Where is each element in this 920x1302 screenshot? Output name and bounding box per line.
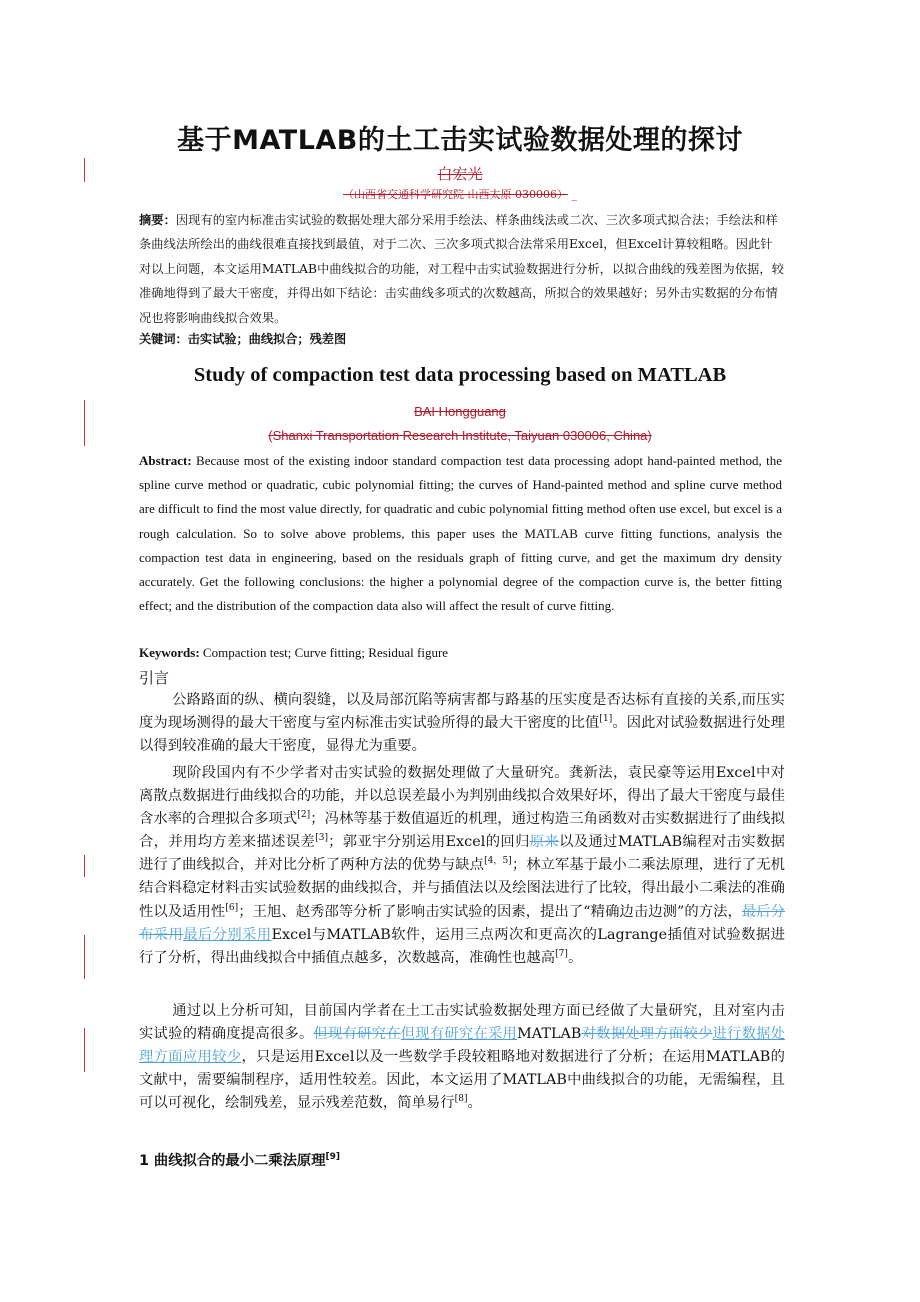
tracked-insertion: 进行数据处理方面应用较少 [139, 1026, 785, 1066]
section-heading-1 [139, 1150, 340, 1170]
change-bar [84, 855, 85, 877]
tracked-insertion: 最后分别采用 [183, 926, 272, 943]
change-bar [84, 1028, 85, 1072]
para2-text: 。 [567, 949, 583, 966]
affiliation-en: (Shanxi Transportation Research Institute, Taiyuan 030006, China) [268, 428, 652, 443]
keywords-en [139, 645, 448, 661]
abstract-en-label: Abstract: [139, 453, 192, 468]
para2-text: ；冯林等基于数值逼近的机理，通过构造三角函数对击实数据进行了曲线拟合，并用均方差来描述误差 [139, 811, 785, 851]
abstract-cn-label: 摘要： [139, 213, 176, 227]
change-bar [84, 935, 85, 979]
paragraph-1 [139, 689, 785, 758]
para3-text: 。 [467, 1095, 482, 1112]
citation: [3] [315, 833, 329, 844]
para2-text: 现阶段国内有不少学者对击实试验的数据处理做了大量研究。龚新法，袁民豪等运用Excel中对离散点数据进行曲线拟合的功能，并以总误差最小为判别曲线拟合效果好坏，得出了最大干密度与最佳含水率的合理拟合多项式 [139, 765, 785, 828]
citation: [8] [454, 1094, 468, 1105]
affiliation-cn-text: （山西省交通科学研究院 山西太原 030006） [343, 188, 568, 201]
section-heading-intro: 引言 [139, 669, 170, 687]
para3-text: MATLAB [517, 1026, 582, 1043]
section-1-title: 1 曲线拟合的最小二乘法原理 [139, 1153, 326, 1169]
citation: [2] [297, 810, 311, 821]
affiliation-cn: （山西省交通科学研究院 山西太原 030006） _ [343, 188, 577, 201]
paragraph-2 [139, 762, 785, 970]
para2-text: ；王旭、赵秀邵等分析了影响击实试验的因素，提出了“精确边击边测”的方法， [238, 903, 742, 920]
citation: [1] [599, 714, 613, 725]
tracked-insertion: 但现有研究在采用 [400, 1026, 518, 1043]
para1-text-a: 公路路面的纵、横向裂缝，以及局部沉陷等病害都与路基的压实度是否达标有直接的关系,而压实度为现场测得的最大干密度与室内标准击实试验所得的最大干密度的比值 [139, 692, 785, 732]
keywords-cn: 关键词：击实试验；曲线拟合；残差图 [139, 332, 347, 346]
para2-text: ；林立军基于最小二乘法原理，进行了无机结合料稳定材料击实试验数据的曲线拟合，并与插值法以及绘图法进行了比较，得出最小二乘法的准确性以及适用性 [139, 857, 785, 920]
page-title-cn: 基于MATLAB的土工击实试验数据处理的探讨 [177, 125, 743, 156]
abstract-cn [139, 208, 784, 330]
author-en: BAI Hongguang [414, 404, 506, 419]
keywords-en-label: Keywords: [139, 645, 200, 660]
tracked-deletion: 对数据处理方面较少 [581, 1026, 713, 1043]
para3-text: 通过以上分析可知，目前国内学者在土工击实试验数据处理方面已经做了大量研究，且对室内击实试验的精确度提高很多。 [139, 1003, 785, 1043]
tracked-deletion: 原来 [529, 834, 560, 851]
citation: [9] [325, 1152, 340, 1163]
para2-text: Excel与MATLAB软件，运用三点两次和更高次的Lagrange插值对试验数据进行了分析，得出曲线拟合中插值点越多，次数越高，准确性也越高 [139, 926, 785, 966]
para1-text-b: 。因此对试验数据进行处理以得到较准确的最大干密度，显得尤为重要。 [139, 715, 785, 755]
citation: [4，5] [484, 856, 512, 867]
tracked-deletion: 但现有研究在 [313, 1026, 401, 1043]
tracked-deletion: 最后分布采用 [139, 903, 785, 943]
abstract-en [139, 449, 782, 618]
author-cn: 白宏光 [437, 165, 483, 183]
paragraph-3 [139, 1000, 785, 1115]
para2-text: ；郭亚宇分别运用Excel的回归 [328, 834, 530, 851]
page-title-en: Study of compaction test data processing based on MATLAB [193, 364, 727, 386]
abstract-cn-text: 因现有的室内标准击实试验的数据处理大部分采用手绘法、样条曲线法或二次、三次多项式拟合法；手绘法和样条曲线法所绘出的曲线很难直接找到最值，对于二次、三次多项式拟合法常采用Excel，但Excel计算较粗略。因此针对以上问题，本文运用MATLAB中曲线拟合的功能，对工程中击实试验数据进行分析，以拟合曲线的残差图为依据，较准确地得到了最大干密度，并得出如下结论：击实曲线多项式的次数越高，所拟合的效果越好；另外击实数据的分布情况也将影响曲线拟合效果。 [139, 213, 784, 325]
keywords-en-text: Compaction test; Curve fitting; Residual figure [199, 645, 449, 660]
citation: [7] [555, 948, 568, 959]
citation: [6] [225, 902, 239, 913]
para3-text: ，只是运用Excel以及一些数学手段较粗略地对数据进行了分析；在运用MATLAB的文献中，需要编制程序，适用性较差。因此，本文运用了MATLAB中曲线拟合的功能，无需编程，且可以可视化，绘制残差，显示残差范数，简单易行 [139, 1049, 785, 1112]
para2-text: 以及通过MATLAB编程对击实数据进行了曲线拟合，并对比分析了两种方法的优势与缺点 [139, 834, 785, 874]
abstract-en-text: Because most of the existing indoor standard compaction test data processing adopt hand-painted method, the spline curve method or quadratic, cubic polynomial fitting; the curves of Hand-painted method and spline curve method are difficult to find the most value directly, for quadratic and cubic polynomial fitting method often use excel, but excel is a rough calculation. So to solve above problems, this paper uses the MATLAB curve fitting functions, analysis the compaction test data in engineering, based on the residuals graph of fitting curve, and get the maximum dry density accurately. Get the following conclusions: the higher a polynomial degree of the compaction curve is, the better fitting effect; and the distribution of the compaction data also will affect the result of curve fitting. [139, 453, 782, 614]
